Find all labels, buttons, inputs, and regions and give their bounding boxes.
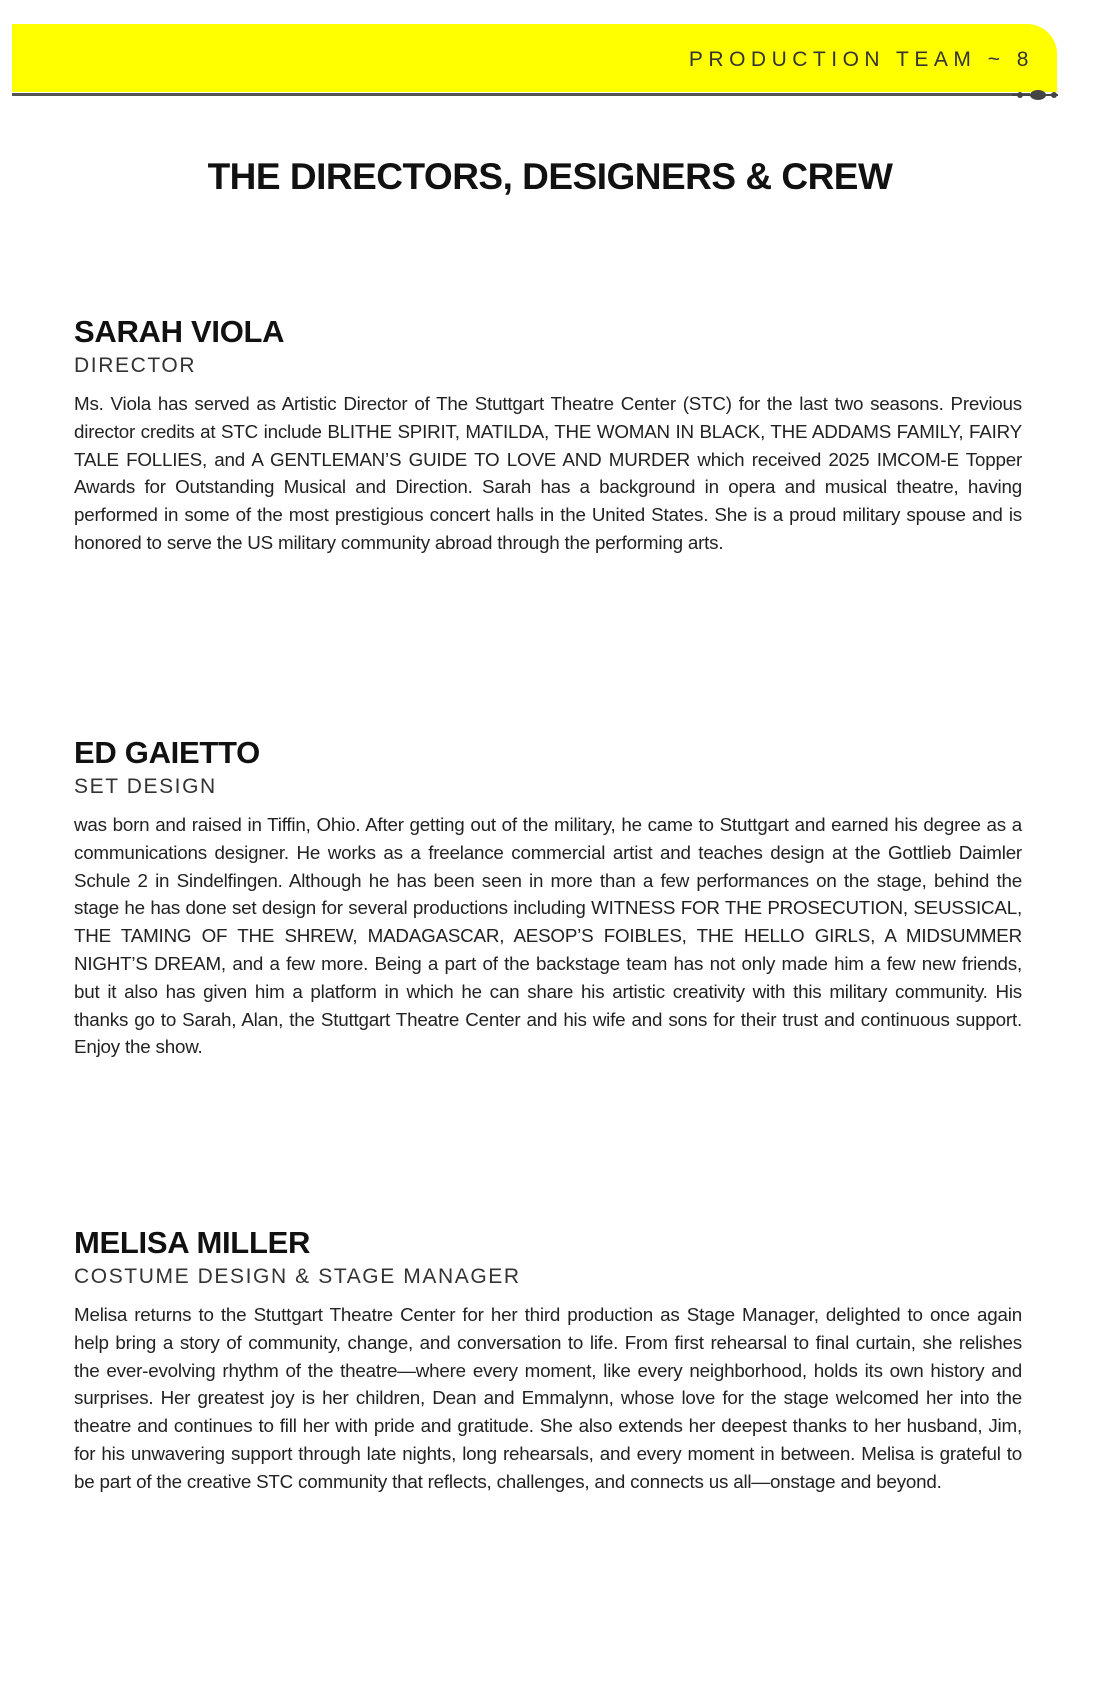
bio-section-melisa-miller	[74, 1225, 1022, 1496]
bio-name: MELISA MILLER	[74, 1225, 311, 1260]
bio-text: was born and raised in Tiffin, Ohio. After getting out of the military, he came to Stuttgart and earned his degree as a communications designer. He works as a freelance commercial artist and teaches design at the Gottlieb Daimler Schule 2 in Sindelfingen. Although he has been seen in more than a few performances on the stage, behind the stage he has done set design for several productions including WITNESS FOR THE PROSECUTION, SEUSSICAL, THE TAMING OF THE SHREW, MADAGASCAR, AESOP’S FOIBLES, THE HELLO GIRLS, A MIDSUMMER NIGHT’S DREAM, and a few more. Being a part of the backstage team has not only made him a few new friends, but it also has given him a platform in which he can share his artistic creativity with this military community. His thanks go to Sarah, Alan, the Stuttgart Theatre Center and his wife and sons for their trust and continuous support. Enjoy the show.	[74, 814, 1022, 1058]
bio-text: Melisa returns to the Stuttgart Theatre Center for her third production as Stage Manager, delighted to once again help bring a story of community, change, and conversation to life. From first rehearsal to final curtain, she relishes the ever-evolving rhythm of the theatre—where every moment, like every neighborhood, holds its own history and surprises. Her greatest joy is her children, Dean and Emmalynn, whose love for the stage welcomed her into the theatre and continues to fill her with pride and gratitude. She also extends her deepest thanks to her husband, Jim, for his unwavering support through late nights, long rehearsals, and every moment in between. Melisa is grateful to be part of the creative STC community that reflects, challenges, and connects us all—onstage and beyond.	[74, 1304, 1022, 1492]
page-title: THE DIRECTORS, DESIGNERS & CREW	[207, 156, 893, 197]
bio-section-sarah-viola	[74, 314, 1022, 557]
scroll-ornament-icon	[1010, 84, 1060, 106]
header-rule	[12, 93, 1030, 96]
section-header-label: PRODUCTION TEAM ~ 8	[688, 48, 1034, 71]
bio-name: ED GAIETTO	[74, 735, 260, 770]
bio-role: SET DESIGN	[74, 775, 217, 798]
bio-role: DIRECTOR	[74, 354, 197, 377]
bio-section-ed-gaietto	[74, 735, 1022, 1061]
bio-role: COSTUME DESIGN & STAGE MANAGER	[74, 1265, 521, 1288]
bio-text: Ms. Viola has served as Artistic Director of The Stuttgart Theatre Center (STC) for the last two seasons. Previous director credits at STC include BLITHE SPIRIT, MATILDA, THE WOMAN IN BLACK, THE ADDAMS FAMILY, FAIRY TALE FOLLIES, and A GENTLEMAN’S GUIDE TO LOVE AND MURDER which received 2025 IMCOM-E Topper Awards for Outstanding Musical and Direction. Sarah has a background in opera and musical theatre, having performed in some of the most prestigious concert halls in the United States. She is a proud military spouse and is honored to serve the US military community abroad through the performing arts.	[74, 393, 1022, 553]
bio-name: SARAH VIOLA	[74, 314, 285, 349]
